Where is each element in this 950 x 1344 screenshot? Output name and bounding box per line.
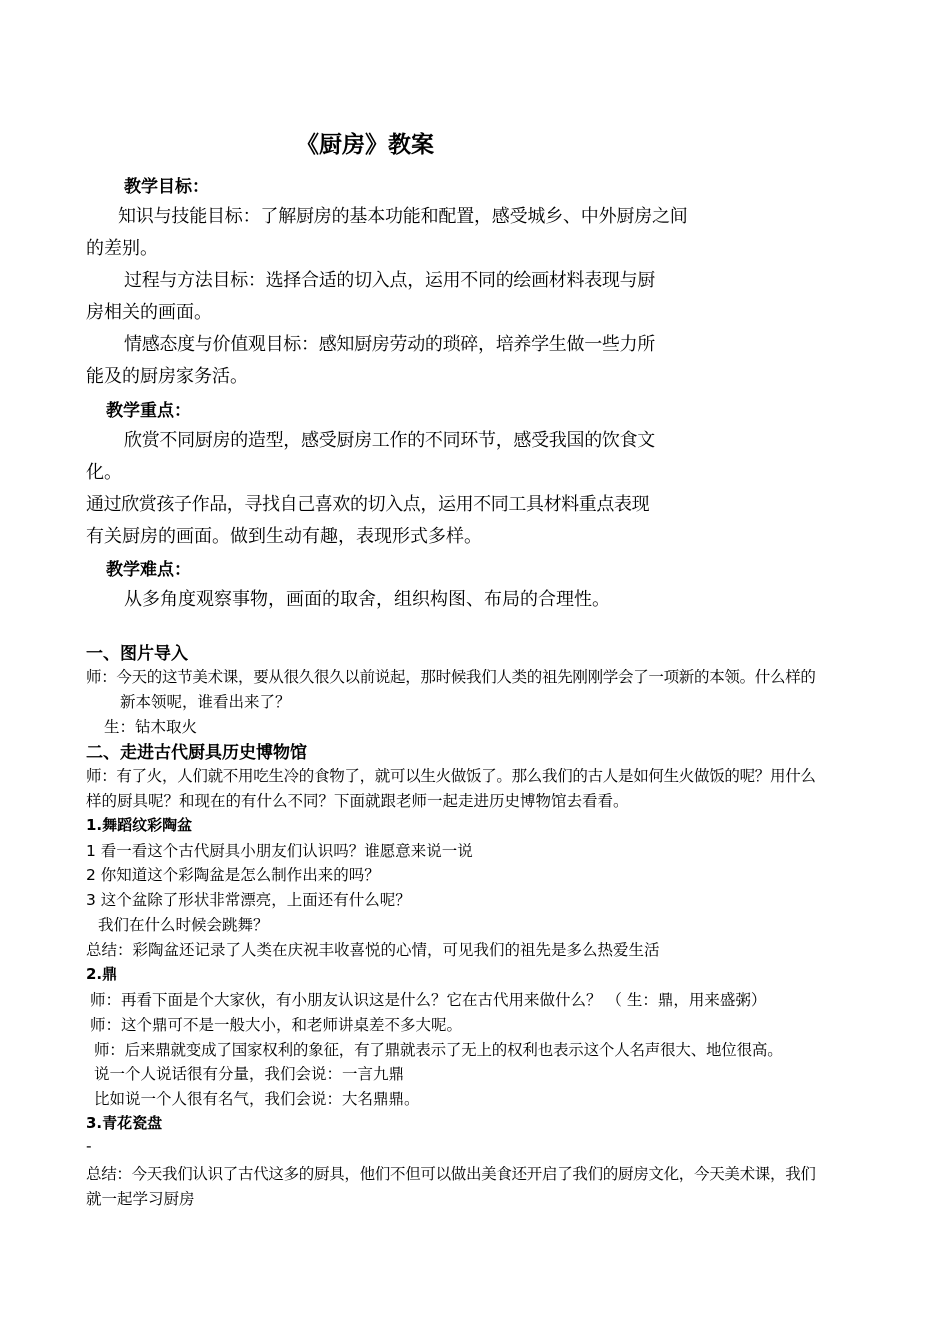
summary-line2: 就一起学习厨房 [86, 1190, 195, 1208]
section2-intro-line2: 样的厨具呢？和现在的有什么不同？下面就跟老师一起走进历史博物馆去看看。 [86, 792, 629, 810]
goal-emotion-line1: 情感态度与价值观目标：感知厨房劳动的琐碎，培养学生做一些力所 [124, 334, 655, 355]
item1-question3: 3 这个盆除了形状非常漂亮，上面还有什么呢？ [86, 891, 411, 909]
goal-emotion-line2: 能及的厨房家务活。 [86, 366, 248, 387]
item1-summary: 总结：彩陶盆还记录了人类在庆祝丰收喜悦的心情，可见我们的祖先是多么热爱生活 [86, 941, 660, 959]
item2-line1: 师：再看下面是个大家伙，有小朋友认识这是什么？它在古代用来做什么？ （ 生：鼎，用来盛粥） [90, 991, 767, 1009]
section1-teacher-line2: 新本领呢，谁看出来了？ [120, 693, 291, 711]
item2-heading: 2.鼎 [86, 965, 118, 983]
goal-knowledge-line1: 知识与技能目标：了解厨房的基本功能和配置，感受城乡、中外厨房之间 [118, 206, 688, 227]
item3-heading: 3.青花瓷盘 [86, 1114, 163, 1132]
item1-question1: 1 看一看这个古代厨具小朋友们认识吗？谁愿意来说一说 [86, 842, 473, 860]
item1-question2: 2 你知道这个彩陶盆是怎么制作出来的吗？ [86, 866, 380, 884]
section2-heading: 二、走进古代厨具历史博物馆 [86, 743, 307, 763]
item3-dash: - [86, 1137, 92, 1155]
section2-intro-line1: 师：有了火，人们就不用吃生冷的食物了，就可以生火做饭了。那么我们的古人是如何生火做饭的呢？用什么 [86, 767, 816, 785]
summary-line1: 总结：今天我们认识了古代这多的厨具，他们不但可以做出美食还开启了我们的厨房文化，今天美术课，我们 [86, 1165, 816, 1183]
difficulty-line: 从多角度观察事物，画面的取舍，组织构图、布局的合理性。 [124, 589, 610, 610]
key-points-heading: 教学重点： [106, 401, 191, 421]
key-point1-line2: 化。 [86, 462, 122, 483]
key-point2-line2: 有关厨房的画面。做到生动有趣，表现形式多样。 [86, 526, 482, 547]
key-point2-line1: 通过欣赏孩子作品，寻找自己喜欢的切入点，运用不同工具材料重点表现 [86, 494, 650, 515]
item2-line4: 说一个人说话很有分量，我们会说：一言九鼎 [94, 1065, 405, 1083]
goal-knowledge-line2: 的差别。 [86, 238, 158, 259]
goals-heading: 教学目标： [124, 177, 209, 197]
item1-question4: 我们在什么时候会跳舞？ [98, 916, 269, 934]
page-title: 《厨房》教案 [296, 132, 434, 158]
item2-line3: 师：后来鼎就变成了国家权利的象征，有了鼎就表示了无上的权利也表示这个人名声很大、地位很高。 [94, 1041, 783, 1059]
section1-heading: 一、图片导入 [86, 644, 188, 664]
section1-student-line: 生：钻木取火 [104, 718, 198, 736]
item2-line2: 师：这个鼎可不是一般大小，和老师讲桌差不多大呢。 [90, 1016, 463, 1034]
section1-teacher-line1: 师：今天的这节美术课，要从很久很久以前说起，那时候我们人类的祖先刚刚学会了一项新的本领。什么样的 [86, 668, 816, 686]
item2-line5: 比如说一个人很有名气，我们会说：大名鼎鼎。 [94, 1090, 420, 1108]
item1-heading: 1.舞蹈纹彩陶盆 [86, 816, 193, 834]
difficulties-heading: 教学难点： [106, 560, 191, 580]
goal-process-line2: 房相关的画面。 [86, 302, 212, 323]
key-point1-line1: 欣赏不同厨房的造型，感受厨房工作的不同环节，感受我国的饮食文 [124, 430, 655, 451]
goal-process-line1: 过程与方法目标：选择合适的切入点，运用不同的绘画材料表现与厨 [124, 270, 655, 291]
